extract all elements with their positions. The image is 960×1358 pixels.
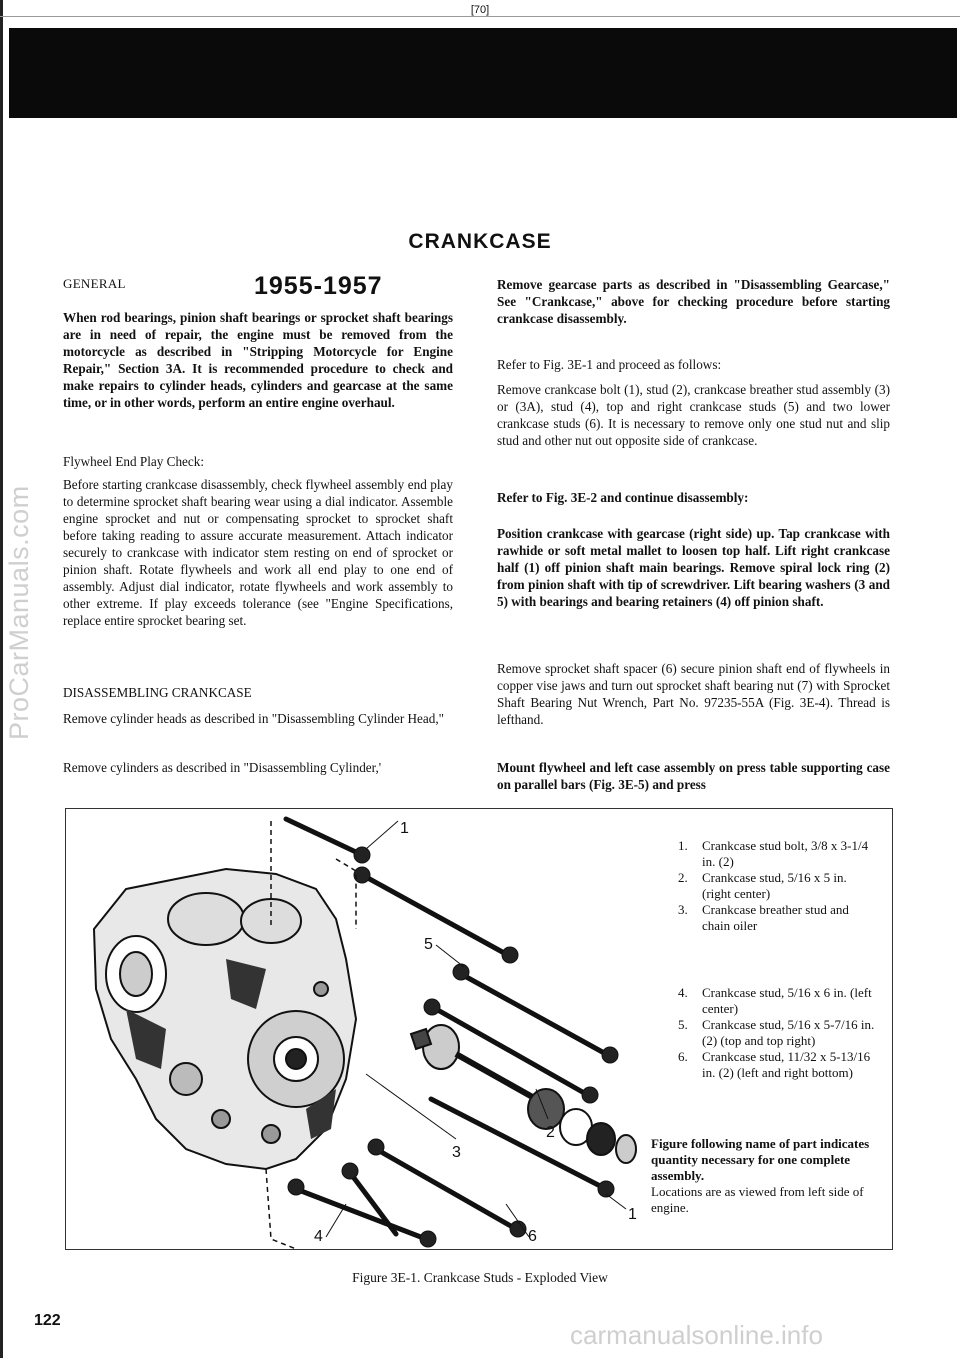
right-para-6 <box>497 660 890 728</box>
legend-item: 3. Crankcase breather stud and chain oiler <box>678 902 849 933</box>
remove-heads-text: Remove cylinder heads as described in "Disassembling Cylinder Head," <box>63 711 445 726</box>
section-title: CRANKCASE <box>408 230 552 253</box>
refer-fig-2: Refer to Fig. 3E-2 and continue disassembly: <box>497 490 749 505</box>
right-para-7 <box>497 759 890 793</box>
page-number: 122 <box>34 1312 61 1329</box>
legend-note <box>651 1136 876 1216</box>
watermark-bottom: carmanualsonline.info <box>570 1320 823 1350</box>
flywheel-text: Before starting crankcase disassembly, check flywheel assembly end play to determine sprocket shaft bearing wear using a dial indicator. Assemble engine sprocket and nut or compensating sprocket to sprocket shaft before taking reading to assure accurate measurement. Attach indicator securely to crankcase with indicator stem resting on end of sprocket or pinion shaft. Rotate flywheels and work all end play to one end of assembly. Adjust dial indicator, rotate flywheels and work assembly to other extreme. If play exceeds tolerance (see "Engine Specifications, replace entire sprocket bearing set. <box>63 477 453 628</box>
right-para-3 <box>497 381 890 449</box>
callout-1-bottom: 1 <box>628 1206 637 1223</box>
left-para-1-text: When rod bearings, pinion shaft bearings or sprocket shaft bearings are in need of repair, the engine must be removed from the motorcycle as described in "Stripping Motorcycle for Engine Repair," Section 3A. It is recommended procedure to check and make repairs to cylinder heads, cylinders and gearcase at the same time, or in other words, perform an entire engine overhaul. <box>63 310 453 410</box>
remove-cylinders-text: Remove cylinders as described in "Disassembling Cylinder,' <box>63 760 382 775</box>
callout-6: 6 <box>528 1228 537 1245</box>
watermark-left: ProCarManuals.com <box>4 485 34 740</box>
left-para-4 <box>63 684 453 701</box>
right-para-5 <box>497 525 890 610</box>
legend-item: 6. Crankcase stud, 11/32 x 5-13/16 in. (2) (left and right bottom) <box>678 1049 871 1080</box>
disassembling-heading: DISASSEMBLING CRANKCASE <box>63 685 252 700</box>
right-para-2 <box>497 356 890 373</box>
legend-note-bold: Figure following name of part indicates quantity necessary for one complete assembly. <box>651 1136 870 1183</box>
left-para-2 <box>63 453 453 470</box>
page-reference: [70] <box>470 4 490 16</box>
header-black-band <box>9 28 957 118</box>
refer-fig-1: Refer to Fig. 3E-1 and proceed as follows: <box>497 357 722 372</box>
breather-stud-assembly <box>411 1025 636 1163</box>
legend-note-plain: Locations are as viewed from left side of engine. <box>651 1184 864 1215</box>
callout-4: 4 <box>314 1228 323 1245</box>
right-para-4 <box>497 489 890 506</box>
flywheel-heading: Flywheel End Play Check: <box>63 454 205 469</box>
years-heading: 1955-1957 <box>254 272 383 300</box>
legend-item: 2. Crankcase stud, 5/16 x 5 in. (right center) <box>678 870 847 901</box>
sprocket-spacer-text: Remove sprocket shaft spacer (6) secure pinion shaft end of flywheels in copper vise jaws and turn out sprocket shaft bearing nut (7) with Sprocket Shaft Bearing Nut Wrench, Part No. 97235-55A (Fig. 3E-4). Thread is lefthand. <box>497 661 890 727</box>
legend-item: 4. Crankcase stud, 5/16 x 6 in. (left center) <box>678 985 872 1016</box>
legend-group-1 <box>678 838 878 934</box>
callout-1-top: 1 <box>400 820 409 837</box>
top-rule <box>0 16 960 17</box>
general-heading: GENERAL <box>63 276 126 291</box>
callout-2: 2 <box>546 1124 555 1141</box>
callout-3: 3 <box>452 1144 461 1161</box>
left-para-5 <box>63 710 453 727</box>
left-para-1 <box>63 309 453 411</box>
position-crankcase-text: Position crankcase with gearcase (right side) up. Tap crankcase with rawhide or soft metal mallet to loosen top half. Lift right crankcase half (1) off pinion shaft main bearings. Remove spiral lock ring (2) from pinion shaft with tip of screwdriver. Lift bearing washers (3 and 5) with bearings and bearing retainers (4) off pinion shaft. <box>497 526 890 609</box>
legend-item: 5. Crankcase stud, 5/16 x 5-7/16 in. (2) (top and top right) <box>678 1017 875 1048</box>
figure-caption: Figure 3E-1. Crankcase Studs - Exploded View <box>352 1270 608 1285</box>
crankcase-exploded-illustration <box>66 809 636 1249</box>
left-para-6 <box>63 759 453 776</box>
right-para-1 <box>497 276 890 327</box>
legend-item: 1. Crankcase stud bolt, 3/8 x 3-1/4 in. (2) <box>678 838 869 869</box>
left-para-3 <box>63 476 453 629</box>
gearcase-text: Remove gearcase parts as described in "Disassembling Gearcase," See "Crankcase," above for checking procedure before starting crankcase disassembly. <box>497 277 890 326</box>
callout-5: 5 <box>424 936 433 953</box>
left-edge-rule <box>0 0 3 1358</box>
remove-bolt-text: Remove crankcase bolt (1), stud (2), crankcase breather stud assembly (3) or (3A), stud (4), top and right crankcase studs (5) and two lower crankcase studs (6). It is necessary to remove only one stud nut and slip stud and other nut out opposite side of crankcase. <box>497 382 890 448</box>
mount-flywheel-text: Mount flywheel and left case assembly on press table supporting case on parallel bars (Fig. 3E-5) and press <box>497 760 890 792</box>
legend-group-2 <box>678 985 878 1081</box>
